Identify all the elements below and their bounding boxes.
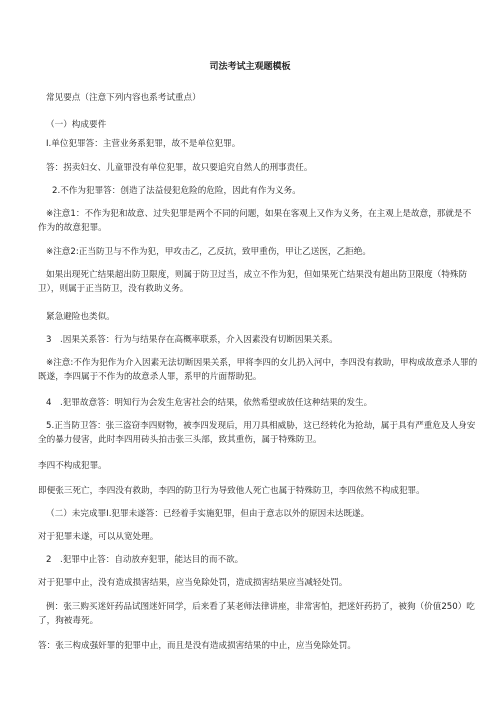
paragraph-attempt: （二）未完成罪Ⅰ.犯罪未遂答：已经着手实施犯罪，但由于意志以外的原因未达既遂。: [46, 509, 370, 519]
paragraph-causation-note: ※注意:不作为犯作为介入因素无法切断因果关系，甲将李四的女儿扔入河中，李四没有救助，甲构成故意杀人罪的既遂，李四属于不作为的故意杀人罪，系甲的片面帮助犯。: [38, 358, 478, 382]
paragraph-criminal-intent: 4 .犯罪故意答：明知行为会发生危害社会的结果，依然希望或放任这种结果的发生。: [46, 398, 373, 408]
paragraph-example: 例：张三购买迷奸药品试图迷奸同学，后来看了某老师法律讲座，非常害怕，把迷奸药扔了，被狗（价值250）吃了，狗被毒死。: [38, 602, 475, 626]
paragraph-note-1: ※注意1：不作为犯和故意、过失犯罪是两个不同的问题，如果在客观上又作为义务，在主观上是故意，那就是不作为的故意犯罪。: [38, 209, 472, 233]
paragraph-self-defense: 5.正当防卫答：张三盗窃李四财物，被李四发现后，用刀具相威胁，这已经转化为抢劫，属于具有严重危及人身安全的暴力侵害，此时李四用砖头拍击张三头部，致其重伤，属于特殊防卫。: [38, 421, 476, 445]
paragraph-discontinuation: 2 .犯罪中止答：自动放弃犯罪，能达目的而不欲。: [46, 555, 244, 565]
paragraph-trafficking-answer: 答：拐卖妇女、儿童罪没有单位犯罪，故只要追究自然人的刑事责任。: [46, 163, 313, 173]
paragraph-key-points: 常见要点（注意下列内容也系考试重点）: [46, 93, 201, 103]
paragraph-discontinuation-penalty: 对于犯罪中止，没有造成损害结果，应当免除处罚，造成损害结果应当减轻处罚。: [38, 578, 348, 588]
paragraph-note-2: ※注意2:正当防卫与不作为犯，甲攻击乙，乙反抗，致甲重伤，甲让乙送医，乙拒绝。: [46, 247, 371, 257]
paragraph-unit-crime: Ⅰ.单位犯罪答：主营业务系犯罪，故不是单位犯罪。: [46, 139, 241, 149]
paragraph-death-result: 如果出现死亡结果超出防卫限度，则属于防卫过当，成立不作为犯，但如果死亡结果没有超出防卫限度（特殊防卫），则属于正当防卫，没有救助义务。: [38, 270, 468, 294]
paragraph-omission-crime: 2.不作为犯罪答：创造了法益侵犯危险的危险，因此有作为义务。: [52, 186, 301, 196]
paragraph-emergency-avoidance: 紧急避险也类似。: [46, 312, 115, 322]
paragraph-attempt-leniency: 对于犯罪未遂，可以从宽处理。: [38, 532, 159, 542]
heading-constituent-elements: （一）构成要件: [46, 120, 107, 130]
paragraph-not-crime: 李四不构成犯罪。: [38, 461, 107, 471]
paragraph-causation: 3 .因果关系答：行为与结果存在高概率联系，介入因素没有切断因果关系。: [46, 335, 338, 345]
paragraph-special-defense: 即便张三死亡，李四没有救助，李四的防卫行为导致他人死亡也属于特殊防卫，李四依然不构成犯罪。: [38, 486, 425, 496]
document-title: 司法考试主观题模板: [209, 62, 291, 72]
paragraph-example-answer: 答：张三构成强奸罪的犯罪中止，而且是没有造成损害结果的中止，应当免除处罚。: [38, 641, 356, 651]
